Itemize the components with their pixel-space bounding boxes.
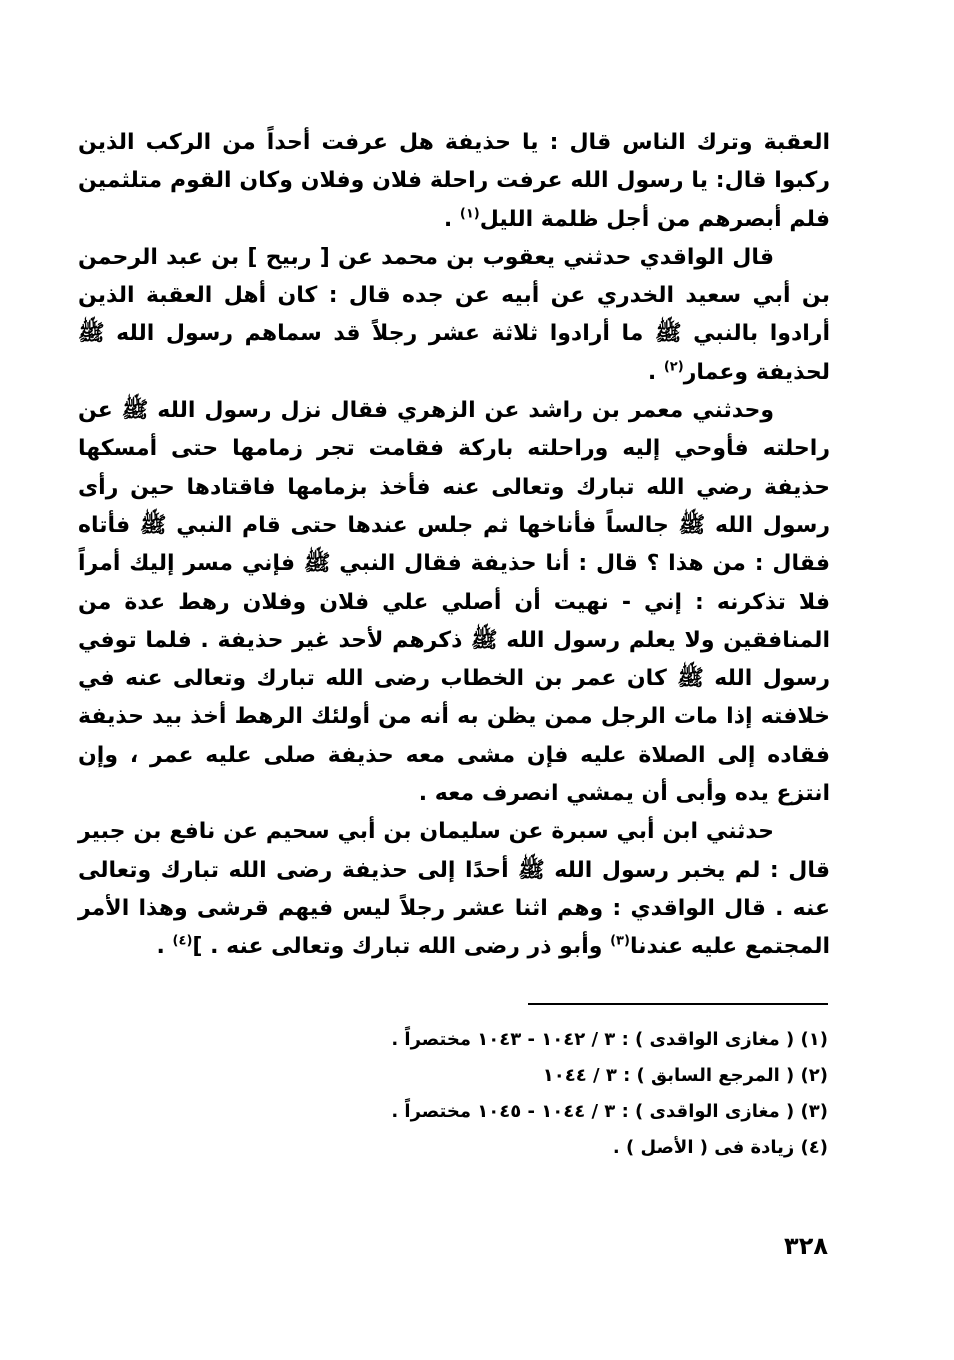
paragraph-text: حدثني ابن أبي سبرة عن سليمان بن أبي سحيم عن نافع بن جبير قال : لم يخبر رسول الله ﷺ أحدًا إلى حذيفة رضى الله تبارك وتعالى عنه . قال الواقدي : وهم اثنا عشر رجلاً ليس فيهم قرشى وهذا الأمر المجتمع عليه عندنا	[78, 819, 830, 960]
footnote-4: (٤) زيادة فى ( الأصل ) .	[612, 1137, 828, 1158]
paragraph-text: وأبو ذر رضى الله تبارك وتعالى عنه . ]	[192, 934, 611, 960]
paragraph	[78, 124, 830, 239]
paragraph	[78, 392, 830, 813]
paragraph-text: .	[156, 934, 173, 960]
footnote-2: (٢) ( المرجع السابق ) : ٣ / ١٠٤٤	[542, 1065, 828, 1086]
paragraph-text: وحدثني معمر بن راشد عن الزهري فقال نزل رسول الله ﷺ عن راحلته فأوحي إليه وراحلته باركة فقامت تجر زمامها حتى أمسكها حذيفة رضي الله تبارك وتعالى عنه فأخذ بزمامها فاقتادها حين رأى رسول الله ﷺ جالساً فأناخها ثم جلس عندها حتى قام النبي ﷺ فأتاه فقال : من هذا ؟ قال : أنا حذيفة فقال النبي ﷺ فإني مسر إليك أمراً فلا تذكرنه : إني - نهيت أن أصلي علي فلان وفلان رهط عدة من المنافقين ولا يعلم رسول الله ﷺ ذكرهم لأحد غير حذيفة . فلما توفي رسول الله ﷺ كان عمر بن الخطاب رضى الله تبارك وتعالى عنه في خلافته إذا مات الرجل ممن يظن به أنه من أولئك الرهط أخذ بيد حذيفة فقاده إلى الصلاة عليه فإن مشى معه حذيفة صلى عليه عمر ، وإن انتزع يده وأبى أن يمشي انصرف معه .	[78, 398, 830, 807]
main-text	[78, 124, 830, 967]
footnote-separator	[528, 1003, 828, 1005]
paragraph-text: .	[647, 359, 664, 385]
page-number: ٣٢٨	[784, 1232, 828, 1260]
paragraph-text: قال الواقدي حدثني يعقوب بن محمد عن [ ربيح ] بن عبد الرحمن بن أبي سعيد الخدري عن أبيه عن جده قال : كان أهل العقبة الذين أرادوا بالنبي ﷺ ما أرادوا ثلاثة عشر رجلاً قد سماهم رسول الله ﷺ لحذيفة وعمار	[78, 244, 830, 385]
paragraph-text: .	[443, 206, 460, 232]
paragraph	[78, 239, 830, 392]
footnote-marker: (٣)	[610, 933, 630, 949]
footnote-marker: (١)	[459, 206, 480, 222]
footnote-3: (٣) ( مغازى الواقدى ) : ٣ / ١٠٤٤ - ١٠٤٥ مختصراً .	[391, 1101, 828, 1122]
footnote-1: (١) ( مغازى الواقدى ) : ٣ / ١٠٤٢ - ١٠٤٣ مختصراً .	[391, 1029, 828, 1050]
footnote-marker: (٤)	[172, 933, 193, 949]
footnotes	[300, 1022, 828, 1166]
paragraph	[78, 813, 830, 966]
footnote-marker: (٢)	[663, 359, 684, 375]
paragraph-text: العقبة وترك الناس قال : يا حذيفة هل عرفت أحداً من الركب الذين ركبوا قال: يا رسول الله عرفت راحلة فلان وفلان وكان القوم متلثمين فلم أبصرهم من أجل ظلمة الليل	[78, 130, 830, 232]
